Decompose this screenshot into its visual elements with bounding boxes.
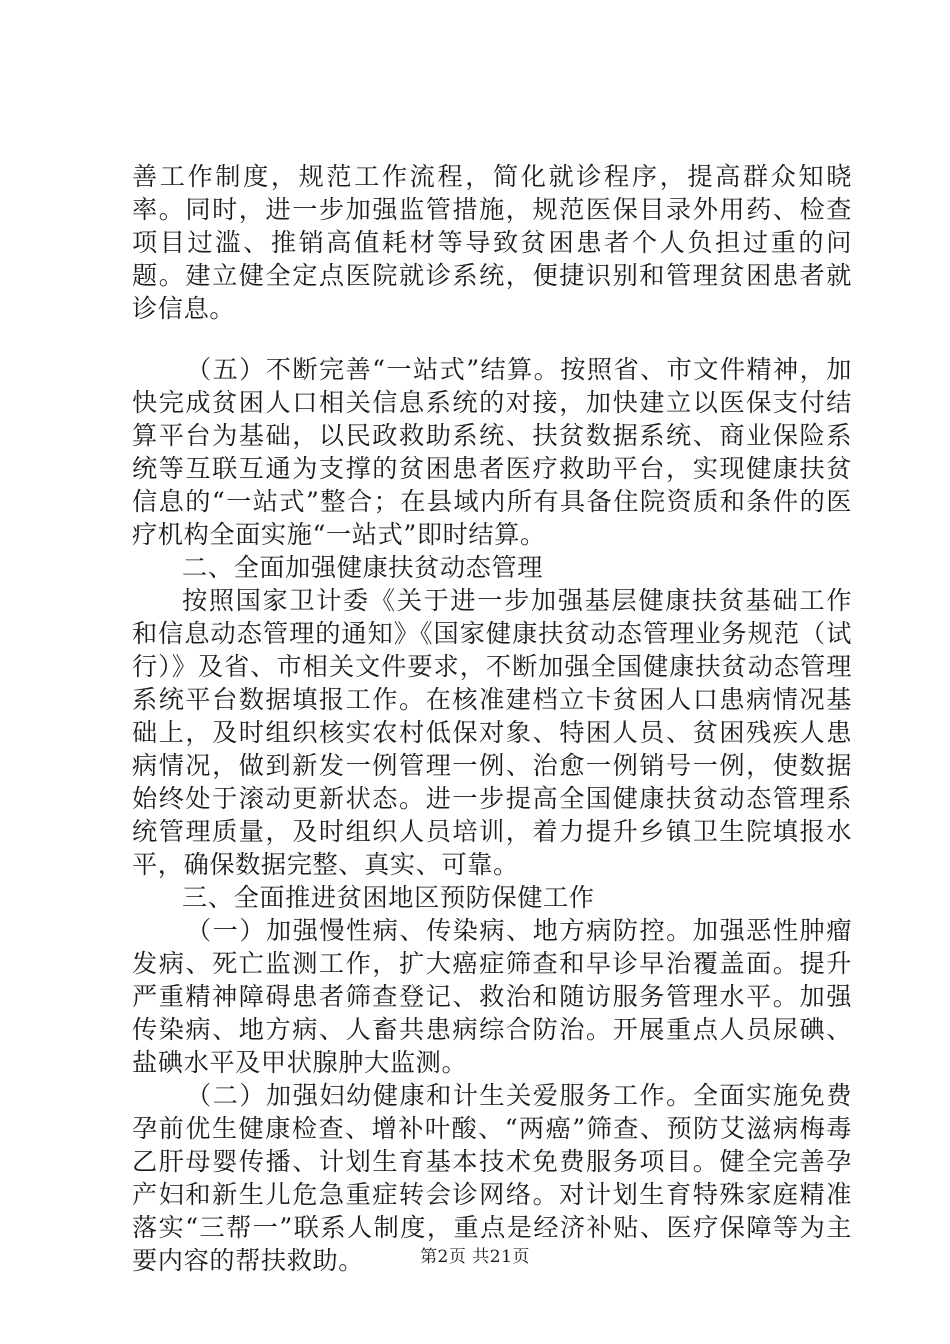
paragraph-one-stop-settlement: （五）不断完善“一站式”结算。按照省、市文件精神，加快完成贫困人口相关信息系统的对接，加快建立以医保支付结算平台为基础，以民政救助系统、扶贫数据系统、商业保险系统等互联互通为支撑的贫困患者医疗救助平台，实现健康扶贫信息的“一站式”整合；在县域内所有具备住院资质和条件的医疗机构全面实施“一站式”即时结算。 [132,355,852,549]
section-heading-prevention: 三、全面推进贫困地区预防保健工作 [182,883,595,912]
page-number-footer: 第2页 共21页 [420,1247,530,1267]
paragraph-maternal-child-health: （二）加强妇幼健康和计生关爱服务工作。全面实施免费孕前优生健康检查、增补叶酸、“两癌”筛查、预防艾滋病梅毒乙肝母婴传播、计划生育基本技术免费服务项目。健全完善孕产妇和新生儿危急重症转会诊网络。对计划生育特殊家庭精准落实“三帮一”联系人制度，重点是经济补贴、医疗保障等为主要内容的帮扶救助。 [132,1081,852,1275]
paragraph-gap [132,325,852,353]
paragraph-continuation: 善工作制度，规范工作流程，简化就诊程序，提高群众知晓率。同时，进一步加强监管措施，规范医保目录外用药、检查项目过滥、推销高值耗材等导致贫困患者个人负担过重的问题。建立健全定点医院就诊系统，便捷识别和管理贫困患者就诊信息。 [132,162,852,323]
section-heading-dynamic-management: 二、全面加强健康扶贫动态管理 [182,553,544,582]
paragraph-chronic-disease: （一）加强慢性病、传染病、地方病防控。加强恶性肿瘤发病、死亡监测工作，扩大癌症筛查和早诊早治覆盖面。提升严重精神障碍患者筛查登记、救治和随访服务管理水平。加强传染病、地方病、人畜共患病综合防治。开展重点人员尿碘、盐碘水平及甲状腺肿大监测。 [132,916,852,1077]
document-body [132,160,852,1277]
paragraph-dynamic-management: 按照国家卫计委《关于进一步加强基层健康扶贫基础工作和信息动态管理的通知》《国家健康扶贫动态管理业务规范（试行）》及省、市相关文件要求，不断加强全国健康扶贫动态管理系统平台数据填报工作。在核准建档立卡贫困人口患病情况基础上，及时组织核实农村低保对象、特困人员、贫困残疾人患病情况，做到新发一例管理一例、治愈一例销号一例，使数据始终处于滚动更新状态。进一步提高全国健康扶贫动态管理系统管理质量，及时组织人员培训，着力提升乡镇卫生院填报水平，确保数据完整、真实、可靠。 [132,586,852,879]
